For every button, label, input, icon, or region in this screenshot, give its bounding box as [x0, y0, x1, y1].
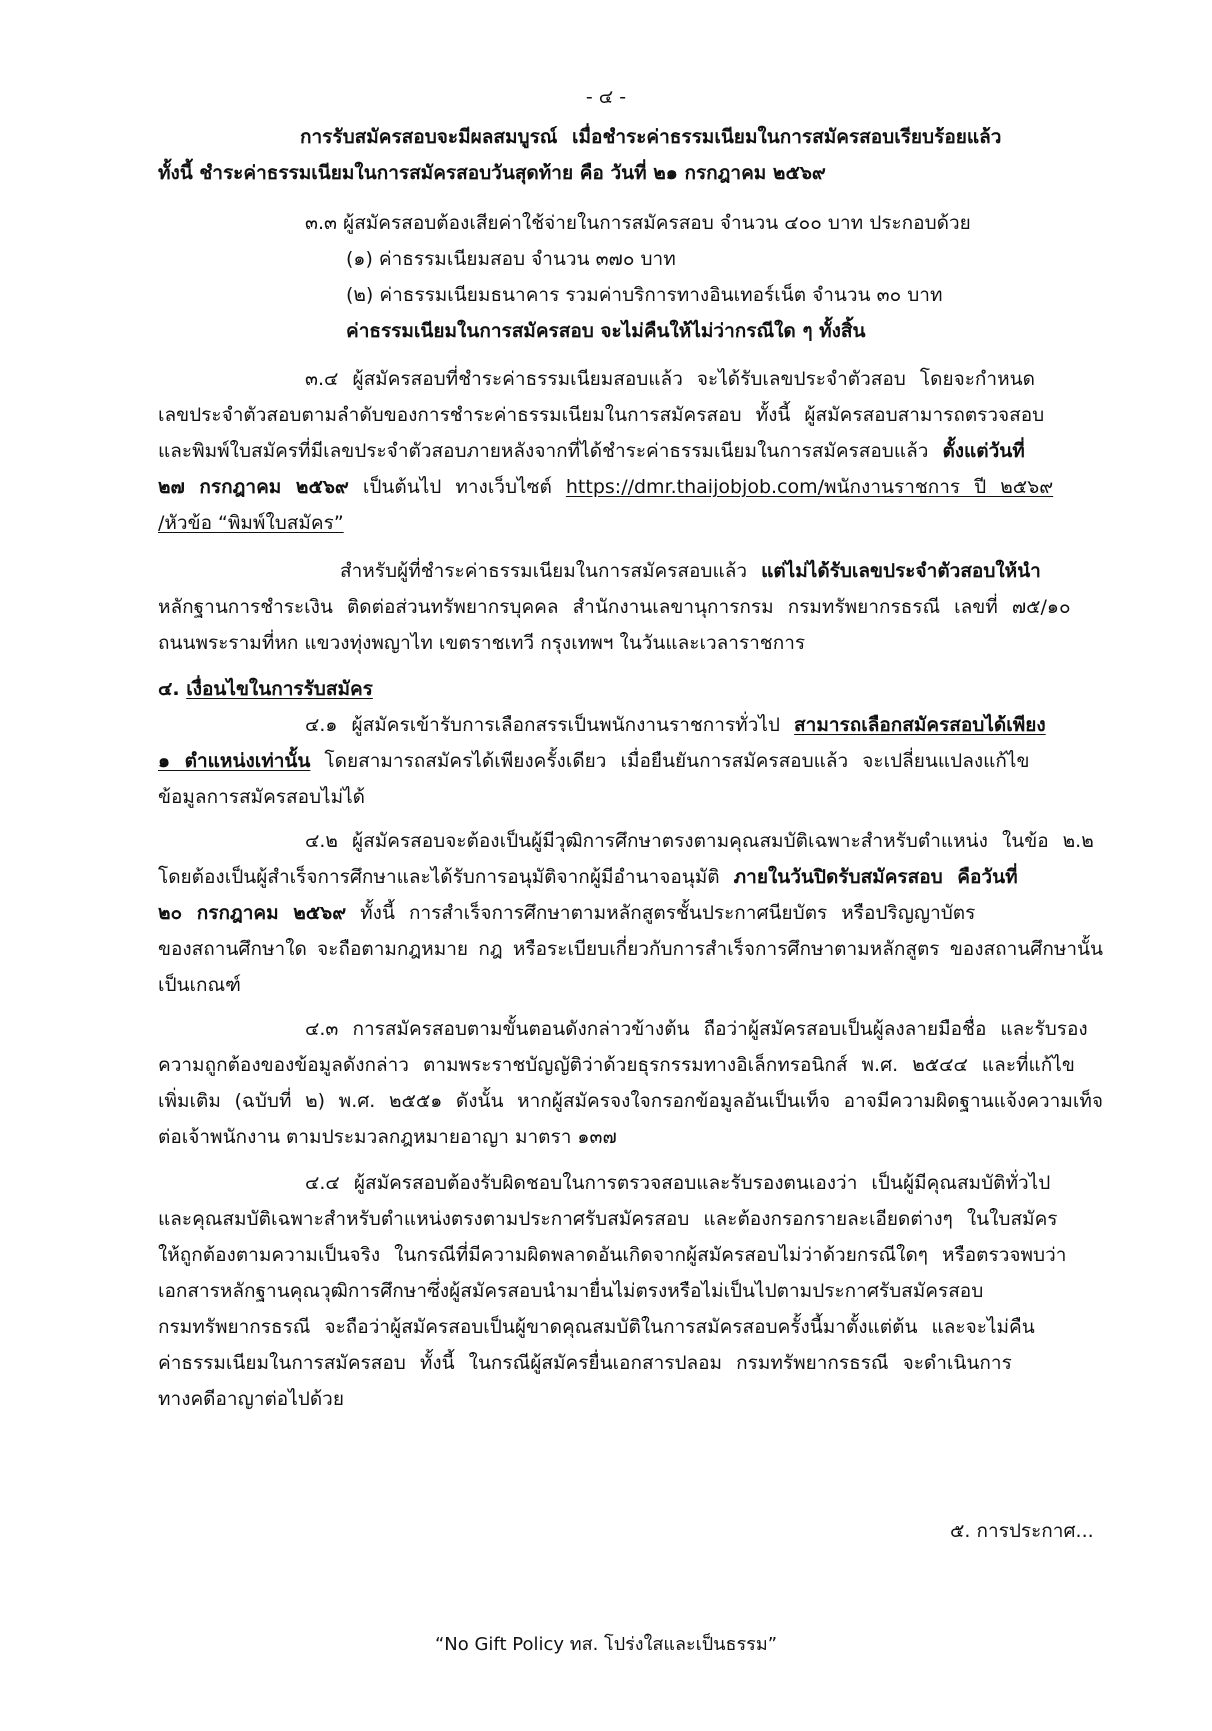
text-segment: ถนนพระรามที่หก แขวงทุ่งพญาไท เขตราชเทวี กรุงเทพฯ ในวันและเวลาราชการ — [158, 632, 806, 654]
text-segment: (๒) ค่าธรรมเนียมธนาคาร รวมค่าบริการทางอินเทอร์เน็ต จำนวน ๓๐ บาท — [346, 284, 943, 306]
underlined-text: https://dmr.thaijobjob.com/พนักงานราชการ ปี ๒๕๖๙ — [565, 476, 1054, 498]
continuation-text: ๕. การประกาศ... — [950, 1520, 1094, 1542]
text-segment: ทั้งนี้ การสำเร็จการศึกษาตามหลักสูตรชั้นประกาศนียบัตร หรือปริญญาบัตร — [346, 902, 976, 924]
text-line — [158, 748, 1029, 774]
text-line — [305, 366, 1035, 392]
text-segment: สำหรับผู้ที่ชำระค่าธรรมเนียมในการสมัครสอบแล้ว — [340, 560, 762, 582]
underlined-text: ๑ ตำแหน่งเท่านั้น — [158, 750, 311, 772]
text-line — [305, 828, 1094, 854]
text-line — [158, 630, 805, 656]
underlined-text: สามารถเลือกสมัครสอบได้เพียง — [794, 714, 1046, 736]
text-segment: หลักฐานการชำระเงิน ติดต่อส่วนทรัพยากรบุคคล สำนักงานเลขานุการกรม กรมทรัพยากรธรณี เลขที่ ๗๕/๑๐ — [158, 596, 1071, 618]
text-segment: กรมทรัพยากรธรณี จะถือว่าผู้สมัครสอบเป็นผู้ขาดคุณสมบัติในการสมัครสอบครั้งนี้มาตั้งแต่ต้น และจะไม่คืน — [158, 1316, 1035, 1338]
text-line — [158, 594, 1071, 620]
text-segment: เป็นต้นไป ทางเว็บไซต์ — [348, 476, 566, 498]
text-line — [158, 438, 1025, 464]
text-line — [305, 210, 971, 236]
text-line — [346, 246, 676, 272]
text-line — [305, 712, 1046, 738]
text-segment: ให้ถูกต้องตามความเป็นจริง ในกรณีที่มีความผิดพลาดอันเกิดจากผู้สมัครสอบไม่ว่าด้วยกรณีใดๆ หรือตรวจพบว่า — [158, 1244, 1067, 1266]
text-line — [158, 1350, 1012, 1376]
bold-text: แต่ไม่ได้รับเลขประจำตัวสอบให้นำ — [761, 560, 1041, 582]
text-line — [305, 1170, 1050, 1196]
text-segment: โดยต้องเป็นผู้สำเร็จการศึกษาและได้รับการอนุมัติจากผู้มีอำนาจอนุมัติ — [158, 866, 734, 888]
text-line — [340, 558, 1041, 584]
text-line — [158, 402, 1044, 428]
text-segment: ความถูกต้องของข้อมูลดังกล่าว ตามพระราชบัญญัติว่าด้วยธุรกรรมทางอิเล็กทรอนิกส์ พ.ศ. ๒๕๔๔ และที่แก้ไข — [158, 1054, 1075, 1076]
text-segment: เป็นเกณฑ์ — [158, 974, 241, 996]
text-segment: ๔.๑ ผู้สมัครเข้ารับการเลือกสรรเป็นพนักงานราชการทั่วไป — [305, 714, 795, 736]
bold-text: การรับสมัครสอบจะมีผลสมบูรณ์ เมื่อชำระค่าธรรมเนียมในการสมัครสอบเรียบร้อยแล้ว — [300, 126, 1002, 148]
text-segment: เลขประจำตัวสอบตามลำดับของการชำระค่าธรรมเนียมในการสมัครสอบ ทั้งนี้ ผู้สมัครสอบสามารถตรวจสอบ — [158, 404, 1045, 426]
text-segment: และพิมพ์ใบสมัครที่มีเลขประจำตัวสอบภายหลังจากที่ได้ชำระค่าธรรมเนียมในการสมัครสอบแล้ว — [158, 440, 943, 462]
text-segment: ทางคดีอาญาต่อไปด้วย — [158, 1388, 344, 1410]
text-segment: (๑) ค่าธรรมเนียมสอบ จำนวน ๓๗๐ บาท — [346, 248, 676, 270]
text-segment: ๓.๓ ผู้สมัครสอบต้องเสียค่าใช้จ่ายในการสมัครสอบ จำนวน ๔๐๐ บาท ประกอบด้วย — [305, 212, 971, 234]
text-line — [158, 972, 241, 998]
text-line — [158, 1052, 1075, 1078]
bold-text: ทั้งนี้ ชำระค่าธรรมเนียมในการสมัครสอบวันสุดท้าย คือ วันที่ ๒๑ กรกฎาคม ๒๕๖๙ — [158, 162, 826, 184]
text-segment: ข้อมูลการสมัครสอบไม่ได้ — [158, 786, 366, 808]
text-line — [158, 1314, 1035, 1340]
text-segment: ๔.๓ การสมัครสอบตามขั้นตอนดังกล่าวข้างต้น ถือว่าผู้สมัครสอบเป็นผู้ลงลายมือชื่อ และรับรอง — [305, 1018, 1088, 1040]
bold-text: ตั้งแต่วันที่ — [942, 440, 1025, 462]
text-segment: และคุณสมบัติเฉพาะสำหรับตำแหน่งตรงตามประกาศรับสมัครสอบ และต้องกรอกรายละเอียดต่างๆ ในใบสมัคร — [158, 1208, 1058, 1230]
page-number: - ๔ - — [585, 86, 627, 108]
bold-text: ๒๐ กรกฎาคม ๒๕๖๙ — [158, 902, 347, 924]
text-segment: ๔.๔ ผู้สมัครสอบต้องรับผิดชอบในการตรวจสอบและรับรองตนเองว่า เป็นผู้มีคุณสมบัติทั่วไป — [305, 1172, 1051, 1194]
text-line — [158, 1278, 983, 1304]
text-segment: ต่อเจ้าพนักงาน ตามประมวลกฎหมายอาญา มาตรา ๑๓๗ — [158, 1126, 617, 1148]
text-segment: เพิ่มเติม (ฉบับที่ ๒) พ.ศ. ๒๕๕๑ ดังนั้น หากผู้สมัครจงใจกรอกข้อมูลอันเป็นเท็จ อาจมีความผิดฐานแจ้งความเท็จ — [158, 1090, 1103, 1112]
text-line — [158, 936, 1103, 962]
text-line — [346, 282, 942, 308]
text-segment: โดยสามารถสมัครได้เพียงครั้งเดียว เมื่อยืนยันการสมัครสอบแล้ว จะเปลี่ยนแปลงแก้ไข — [310, 750, 1030, 772]
text-segment: เอกสารหลักฐานคุณวุฒิการศึกษาซึ่งผู้สมัครสอบนำมายื่นไม่ตรงหรือไม่เป็นไปตามประกาศรับสมัครสอบ — [158, 1280, 984, 1302]
text-segment: ของสถานศึกษาใด จะถือตามกฎหมาย กฎ หรือระเบียบเกี่ยวกับการสำเร็จการศึกษาตามหลักสูตร ของสถานศึกษานั้น — [158, 938, 1103, 960]
text-segment: ๓.๔ ผู้สมัครสอบที่ชำระค่าธรรมเนียมสอบแล้ว จะได้รับเลขประจำตัวสอบ โดยจะกำหนด — [305, 368, 1035, 390]
text-line — [158, 1088, 1103, 1114]
bold-text: ๒๗ กรกฎาคม ๒๕๖๙ — [158, 476, 349, 498]
text-segment: ๔.๒ ผู้สมัครสอบจะต้องเป็นผู้มีวุฒิการศึกษาตรงตามคุณสมบัติเฉพาะสำหรับตำแหน่ง ในข้อ ๒.๒ — [305, 830, 1094, 852]
text-line — [158, 1206, 1058, 1232]
text-line — [158, 1386, 344, 1412]
underlined-text: /หัวข้อ “พิมพ์ใบสมัคร” — [158, 512, 344, 534]
text-line — [346, 318, 866, 344]
text-line — [158, 1242, 1066, 1268]
text-line — [158, 864, 1018, 890]
bold-text: ๔. — [158, 678, 187, 700]
text-line — [300, 124, 1001, 150]
underlined-text: เงื่อนไขในการรับสมัคร — [186, 678, 373, 700]
text-line — [305, 1016, 1088, 1042]
bold-text: ภายในวันปิดรับสมัครสอบ คือวันที่ — [733, 866, 1018, 888]
text-line — [158, 1124, 617, 1150]
text-line — [158, 784, 365, 810]
footer-slogan: “No Gift Policy ทส. โปร่งใสและเป็นธรรม” — [434, 1634, 778, 1655]
text-line — [158, 510, 344, 536]
bold-text: ค่าธรรมเนียมในการสมัครสอบ จะไม่คืนให้ไม่ว่ากรณีใด ๆ ทั้งสิ้น — [346, 320, 866, 342]
text-segment: ค่าธรรมเนียมในการสมัครสอบ ทั้งนี้ ในกรณีผู้สมัครยื่นเอกสารปลอม กรมทรัพยากรธรณี จะดำเนินการ — [158, 1352, 1012, 1374]
text-line — [158, 900, 975, 926]
text-line — [158, 474, 1053, 500]
text-line — [158, 676, 373, 702]
text-line — [158, 160, 826, 186]
